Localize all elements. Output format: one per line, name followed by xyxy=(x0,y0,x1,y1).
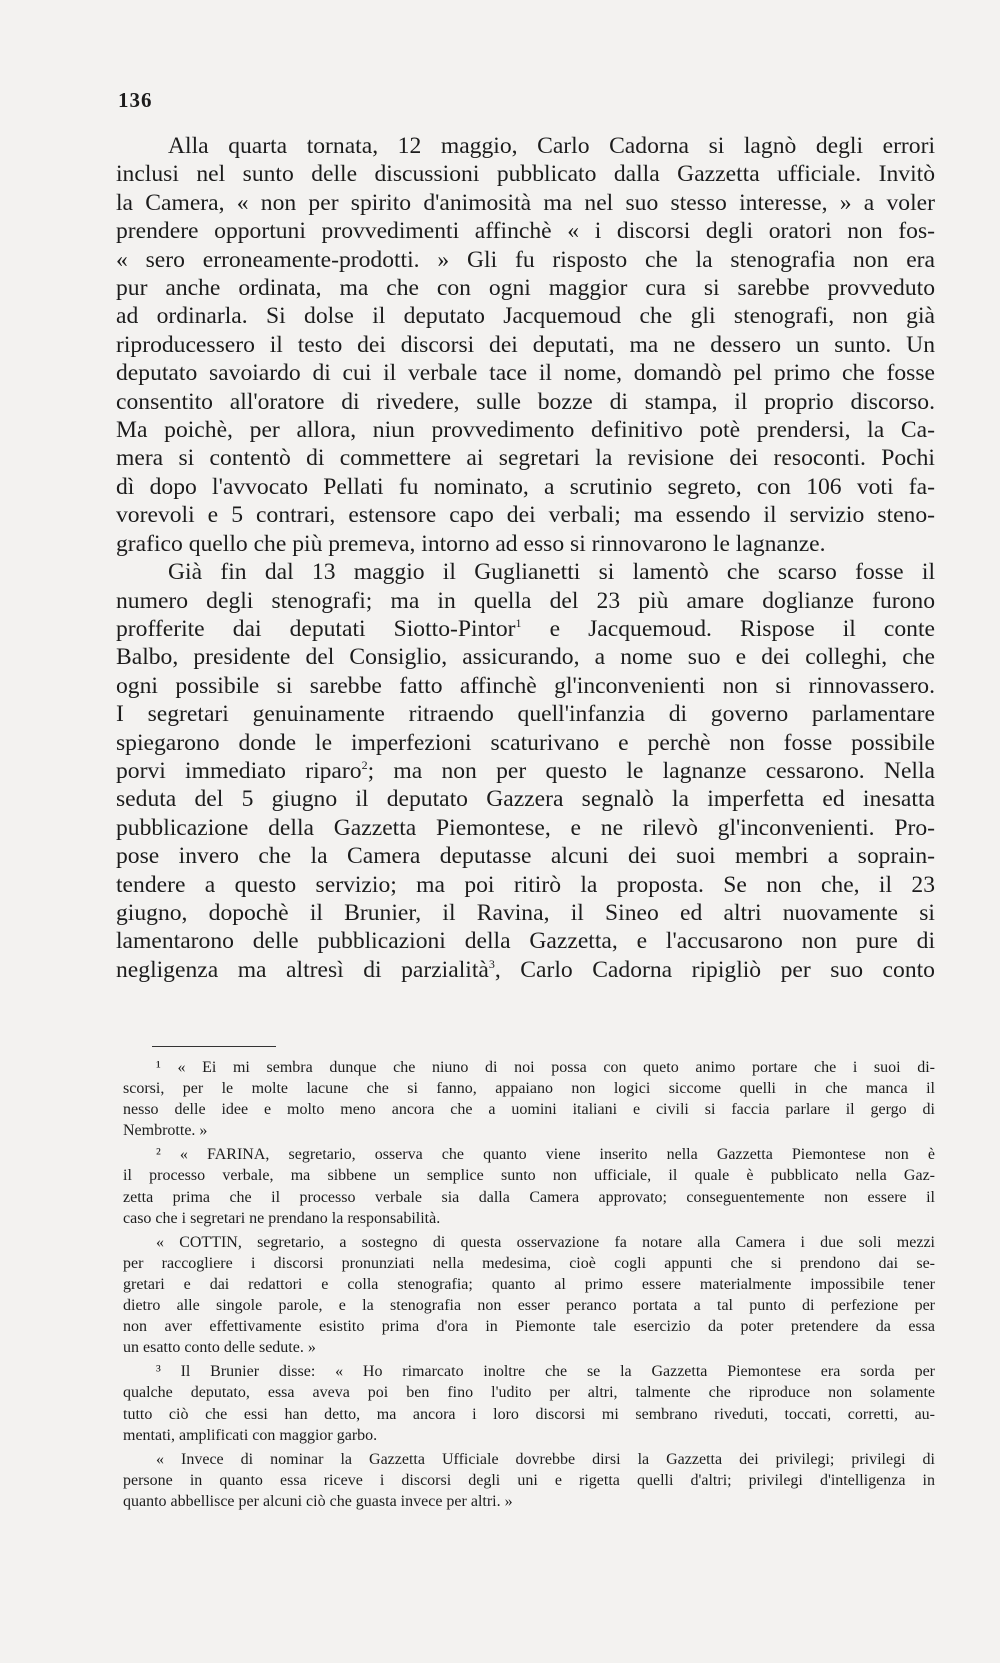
footnote-line: ¹ « Ei mi sembra dunque che niuno di noi possa con queto animo portare che i suoi di- xyxy=(156,1059,935,1076)
footnote-line: gretari e dai redattori e colla stenografia; quanto al primo essere materialmente impossibile tener xyxy=(123,1275,935,1293)
footnote-line: per raccogliere i discorsi pronunziati nella medesima, cioè cogli appunti che si prendono dai se- xyxy=(123,1254,935,1272)
footnote-line: dietro alle singole parole, e la stenografia non esser peranco portata a tal punto di perfezione per xyxy=(123,1297,935,1315)
text-line: spiegarono donde le imperfezioni scaturivano e perchè non fosse possibile xyxy=(116,729,935,756)
text-line: ogni possibile si sarebbe fatto affinchè gl'inconvenienti non si rinnovassero. xyxy=(116,672,935,699)
footnote-line: ² « FARINA, segretario, osserva che quanto viene inserito nella Gazzetta Piemontese non è xyxy=(156,1146,935,1164)
footnote-line: Nembrotte. » xyxy=(123,1122,208,1140)
main-text xyxy=(116,132,935,984)
text-line: ad ordinarla. Si dolse il deputato Jacquemoud che gli stenografi, non già xyxy=(116,303,935,330)
text-line: Alla quarta tornata, 12 maggio, Carlo Cadorna si lagnò degli errori xyxy=(168,133,935,159)
text-line: Ma poichè, per allora, niun provvedimento definitivo potè prendersi, la Ca- xyxy=(116,417,935,444)
footnote-marker: 2 xyxy=(361,758,368,773)
text-line: la Camera, « non per spirito d'animosità ma nel suo stesso interesse, » a voler xyxy=(116,189,935,216)
footnote-line: scorsi, per le molte lacune che si fanno, appaiano non logici siccome quelli in che manca il xyxy=(123,1080,935,1098)
text-line: porvi immediato riparo$^2$; ma non per questo le lagnanze cessarono. Nella xyxy=(116,757,935,784)
text-line: deputato savoiardo di cui il verbale tace il nome, domandò pel primo che fosse xyxy=(116,360,935,387)
footnote-marker: 3 xyxy=(488,956,495,971)
footnote-line: il processo verbale, ma sibbene un semplice sunto non ufficiale, il quale è pubblicato nella Gaz- xyxy=(123,1167,935,1185)
footnote-line: mentati, amplificati con maggior garbo. xyxy=(123,1426,378,1444)
text-line: « sero erroneamente-prodotti. » Gli fu risposto che la stenografia non era xyxy=(116,246,935,273)
text-line: pur anche ordinata, ma che con ogni maggior cura si sarebbe provveduto xyxy=(116,275,935,302)
footnote-line: persone in quanto essa riceve i discorsi degli uni e rigetta quelli d'altri; privilegi d'intelligenza in xyxy=(123,1471,935,1489)
footnote-line: tutto ciò che essi han detto, ma ancora i loro discorsi mi sembrano riveduti, toccati, corretti, au- xyxy=(123,1405,935,1423)
text-line: I segretari genuinamente ritraendo quell'infanzia di governo parlamentare xyxy=(116,701,935,728)
text-line: Già fin dal 13 maggio il Guglianetti si lamentò che scarso fosse il xyxy=(168,559,935,586)
text-line: pubblicazione della Gazzetta Piemontese, e ne rilevò gl'inconvenienti. Pro- xyxy=(116,814,935,841)
text-line: inclusi nel sunto delle discussioni pubblicato dalla Gazzetta ufficiale. Invitò xyxy=(116,161,935,188)
footnote-line: non aver effettivamente esistito prima d'ora in Piemonte tale esercizio da poter pretendere da essa xyxy=(123,1318,935,1336)
text-line: grafico quello che più premeva, intorno ad esso si rinnovarono le lagnanze. xyxy=(116,530,826,557)
footnote-line: nesso delle idee e molto meno ancora che a uomini italiani e civili si faccia parlare il gergo di xyxy=(123,1101,935,1119)
text-line: negligenza ma altresì di parzialità$^3$, Carlo Cadorna ripigliò per suo conto xyxy=(116,956,935,983)
footnote-line: un esatto conto delle sedute. » xyxy=(123,1339,316,1357)
footnote-line: ³ Il Brunier disse: « Ho rimarcato inoltre che se la Gazzetta Piemontese era sorda per xyxy=(156,1363,935,1381)
page-number: 136 xyxy=(118,88,153,112)
footnote-line: zetta prima che il processo verbale sia dalla Camera approvato; conseguentemente non essere il xyxy=(123,1188,935,1206)
text-line: pose invero che la Camera deputasse alcuni dei suoi membri a soprain- xyxy=(116,843,935,870)
footnote-line: qualche deputato, essa aveva poi ben fino l'udito per altri, talmente che riproduce non solamente xyxy=(123,1384,935,1402)
footnotes xyxy=(123,1057,935,1512)
footnote-separator xyxy=(152,1046,276,1047)
footnote-line: « Invece di nominar la Gazzetta Ufficiale dovrebbe dirsi la Gazzetta dei privilegi; privilegi di xyxy=(156,1450,935,1468)
text-line: tendere a questo servizio; ma poi ritirò la proposta. Se non che, il 23 xyxy=(116,871,935,898)
text-line: Balbo, presidente del Consiglio, assicurando, a nome suo e dei colleghi, che xyxy=(116,644,935,671)
footnote-line: caso che i segretari ne prendano la responsabilità. xyxy=(123,1209,441,1227)
text-line: mera si contentò di commettere ai segretari la revisione dei resoconti. Pochi xyxy=(116,445,935,472)
footnote-line: « COTTIN, segretario, a sostegno di questa osservazione fa notare alla Camera i due soli mezzi xyxy=(156,1233,935,1251)
text-line: seduta del 5 giugno il deputato Gazzera segnalò la imperfetta ed inesatta xyxy=(116,786,935,813)
footnote-line: quanto abbellisce per alcuni ciò che guasta invece per altri. » xyxy=(123,1492,513,1510)
text-line: consentito all'oratore di rivedere, sulle bozze di stampa, il proprio discorso. xyxy=(116,388,935,415)
text-line: vorevoli e 5 contrari, estensore capo dei verbali; ma essendo il servizio steno- xyxy=(116,502,935,529)
text-line: riproducessero il testo dei discorsi dei deputati, ma ne dessero un sunto. Un xyxy=(116,331,935,358)
text-line: giugno, dopochè il Brunier, il Ravina, il Sineo ed altri nuovamente si xyxy=(116,899,935,926)
footnote-marker: 1 xyxy=(515,616,522,631)
text-line: dì dopo l'avvocato Pellati fu nominato, a scrutinio segreto, con 106 voti fa- xyxy=(116,473,935,500)
text-line: profferite dai deputati Siotto-Pintor$^1$ e Jacquemoud. Rispose il conte xyxy=(116,615,935,642)
text-line: prendere opportuni provvedimenti affinchè « i discorsi degli oratori non fos- xyxy=(116,218,935,245)
text-line: lamentarono delle pubblicazioni della Gazzetta, e l'accusarono non pure di xyxy=(116,928,935,955)
text-line: numero degli stenografi; ma in quella del 23 più amare doglianze furono xyxy=(116,587,935,614)
